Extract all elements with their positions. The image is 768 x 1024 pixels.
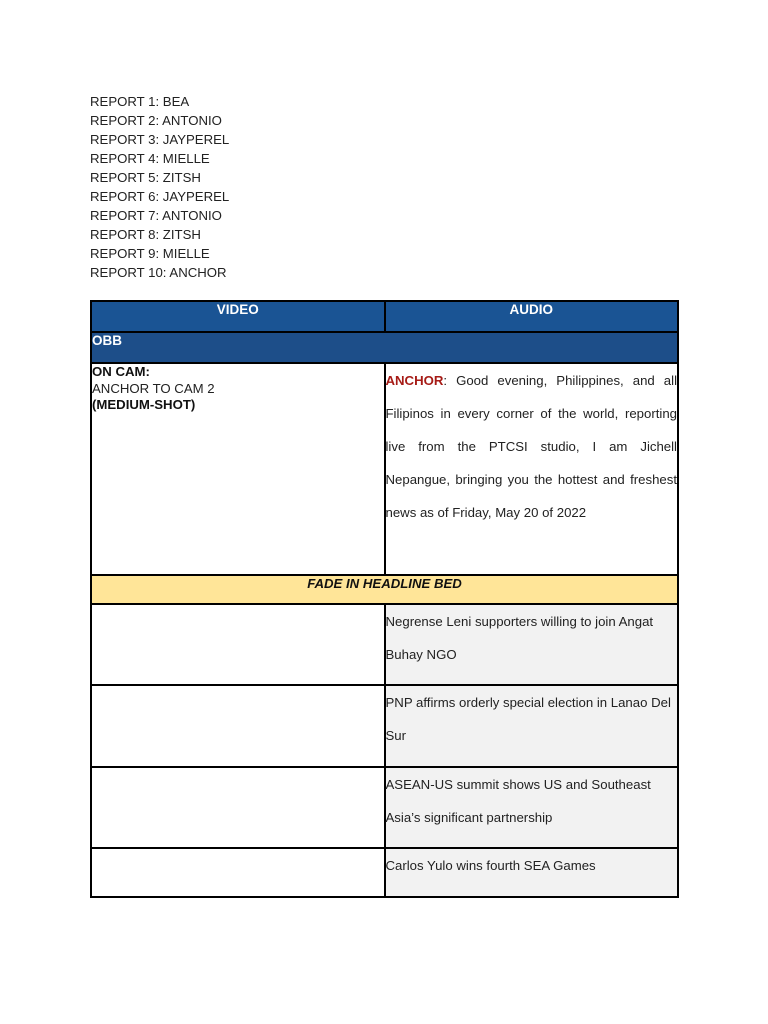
report-assignment: REPORT 6: JAYPEREL	[90, 189, 230, 204]
headline-cell: Negrense Leni supporters willing to join Angat Buhay NGO	[385, 604, 679, 685]
shot-type: (MEDIUM-SHOT)	[92, 397, 196, 412]
video-cell-empty	[91, 685, 385, 767]
report-assignment: REPORT 4: MIELLE	[90, 151, 210, 166]
report-assignment: REPORT 8: ZITSH	[90, 227, 201, 242]
audio-column-header: AUDIO	[385, 301, 679, 332]
report-assignment-list	[90, 92, 229, 282]
table-row	[91, 604, 678, 685]
obb-label: OBB	[91, 332, 678, 363]
report-assignment: REPORT 10: ANCHOR	[90, 265, 227, 280]
report-assignment: REPORT 3: JAYPEREL	[90, 132, 230, 147]
headline-cell: PNP affirms orderly special election in Lanao Del Sur	[385, 685, 679, 767]
table-row	[91, 685, 678, 767]
report-assignment: REPORT 2: ANTONIO	[90, 113, 222, 128]
anchor-row	[91, 363, 678, 575]
table-row	[91, 767, 678, 848]
anchor-label: ANCHOR	[385, 373, 444, 388]
headline-cell: Carlos Yulo wins fourth SEA Games	[385, 848, 679, 897]
script-table	[90, 300, 679, 898]
table-header-row	[91, 301, 678, 332]
table-row	[91, 848, 678, 897]
anchor-audio-cell	[385, 363, 679, 575]
headline-cell: ASEAN-US summit shows US and Southeast Asia’s significant partnership	[385, 767, 679, 848]
fade-in-headline-bed: FADE IN HEADLINE BED	[91, 575, 678, 604]
cam-direction: ANCHOR TO CAM 2	[92, 380, 215, 396]
obb-row	[91, 332, 678, 363]
video-cell-empty	[91, 767, 385, 848]
video-direction-cell	[91, 363, 385, 575]
anchor-script: : Good evening, Philippines, and all Filipinos in every corner of the world, reporting live from the PTCSI studio, I am Jichell Nepangue, bringing you the hottest and freshest news as of Friday, May 20 of 2022	[385, 373, 677, 520]
video-cell-empty	[91, 604, 385, 685]
report-assignment: REPORT 7: ANTONIO	[90, 208, 222, 223]
fade-row	[91, 575, 678, 604]
video-column-header: VIDEO	[91, 301, 385, 332]
on-cam-label: ON CAM:	[92, 364, 150, 379]
report-assignment: REPORT 9: MIELLE	[90, 246, 210, 261]
video-cell-empty	[91, 848, 385, 897]
report-assignment: REPORT 5: ZITSH	[90, 170, 201, 185]
report-assignment: REPORT 1: BEA	[90, 94, 190, 109]
